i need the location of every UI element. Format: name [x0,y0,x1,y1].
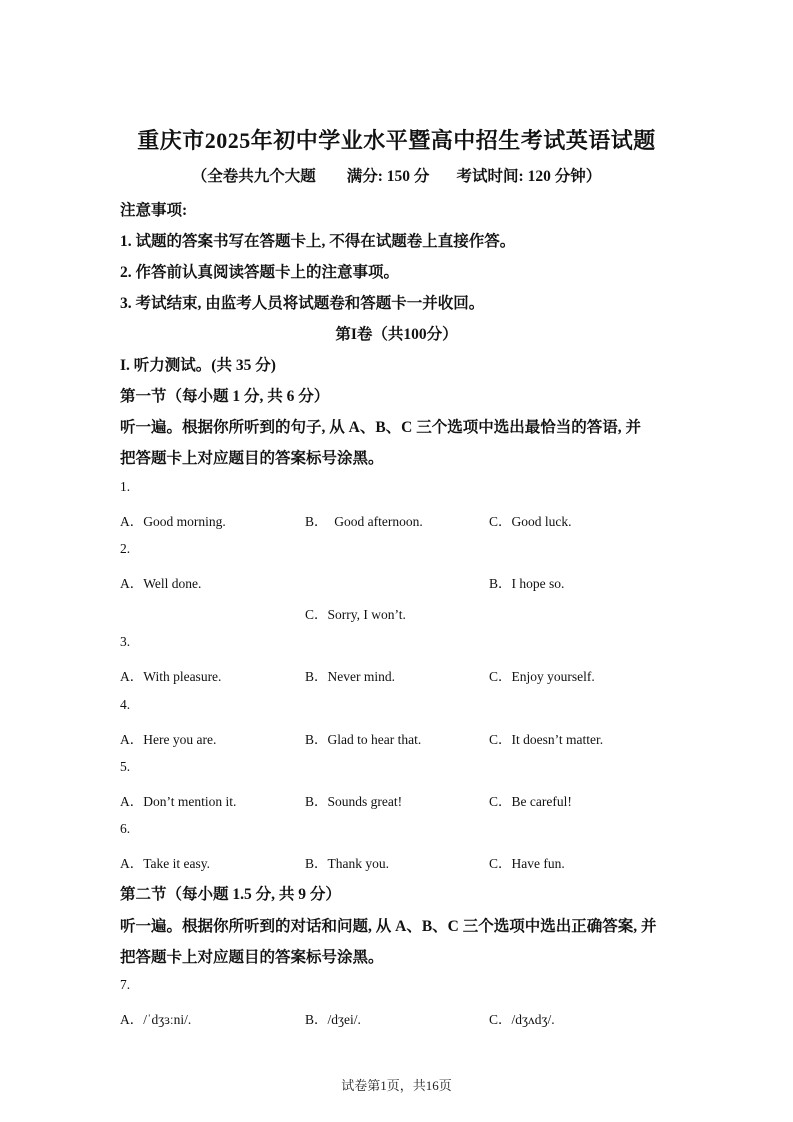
option-b: B． Good afternoon. [305,514,423,529]
option-b: B．I hope so. [489,576,565,591]
option-a: A．With pleasure. [120,669,222,684]
notice-item-1: 1. 试题的答案书写在答题卡上, 不得在试题卷上直接作答。 [120,233,516,250]
question-number: 5. [120,759,131,774]
part1-heading: I. 听力测试。(共 35 分) [120,357,276,374]
section1-heading: 第一节（每小题 1 分, 共 6 分） [120,388,330,405]
option-b: B．/dʒei/. [305,1012,361,1027]
option-c: C．Have fun. [489,856,565,871]
option-c: C．Be careful! [489,794,572,809]
page-footer: 试卷第1页，共16页 [341,1078,452,1093]
section2-heading: 第二节（每小题 1.5 分, 共 9 分） [120,886,341,903]
option-b: B．Glad to hear that. [305,732,422,747]
option-a: A．Here you are. [120,732,217,747]
option-a: A．/ˈdʒɜːni/. [120,1012,192,1027]
option-a: A．Good morning. [120,514,226,529]
option-b: B．Thank you. [305,856,389,871]
question-number: 1. [120,479,131,494]
option-b: B．Never mind. [305,669,395,684]
option-c: C．It doesn’t matter. [489,732,604,747]
option-b: B．Sounds great! [305,794,403,809]
option-c: C．Good luck. [489,514,572,529]
notice-item-2: 2. 作答前认真阅读答题卡上的注意事项。 [120,264,400,281]
section2-instruction-line1: 听一遍。根据你所听到的对话和问题, 从 A、B、C 三个选项中选出正确答案, 并 [120,918,657,935]
section2-instruction-line2: 把答题卡上对应题目的答案标号涂黑。 [120,949,384,966]
question-number: 3. [120,634,131,649]
question-number: 4. [120,697,131,712]
option-c: C．Enjoy yourself. [489,669,595,684]
option-c: C．Sorry, I won’t. [305,607,406,622]
exam-subtitle: （全卷共九个大题 满分: 150 分 考试时间: 120 分钟） [191,168,602,185]
option-c: C．/dʒʌdʒ/. [489,1012,555,1027]
volume-heading: 第I卷（共100分） [335,326,458,343]
notice-item-3: 3. 考试结束, 由监考人员将试题卷和答题卡一并收回。 [120,295,485,312]
section1-instruction-line2: 把答题卡上对应题目的答案标号涂黑。 [120,450,384,467]
exam-title: 重庆市2025年初中学业水平暨高中招生考试英语试题 [137,128,656,153]
question-number: 7. [120,977,131,992]
option-a: A．Don’t mention it. [120,794,237,809]
option-a: A．Well done. [120,576,202,591]
notice-heading: 注意事项: [120,202,188,219]
option-a: A．Take it easy. [120,856,211,871]
section1-instruction-line1: 听一遍。根据你所听到的句子, 从 A、B、C 三个选项中选出最恰当的答语, 并 [120,419,641,436]
question-number: 6. [120,821,131,836]
question-number: 2. [120,541,131,556]
